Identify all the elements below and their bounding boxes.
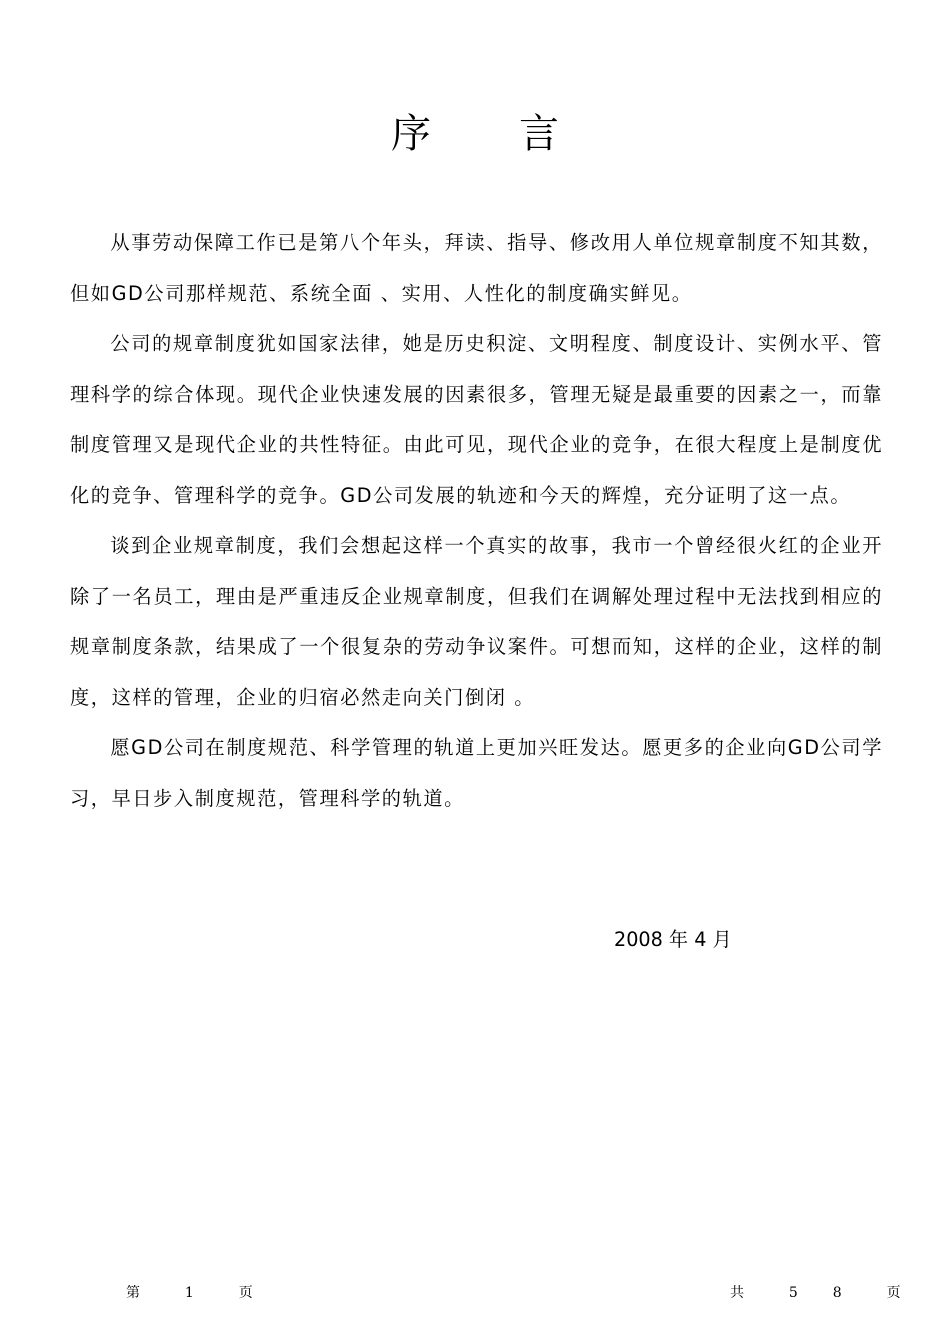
paragraph-2: 公司的规章制度犹如国家法律，她是历史积淀、文明程度、制度设计、实例水平、管理科学的综合体现。现代企业快速发展的因素很多，管理无疑是最重要的因素之一，而靠制度管理又是现代企业的共性特征。由此可见，现代企业的竞争，在很大程度上是制度优化的竞争、管理科学的竞争。GD公司发展的轨迹和今天的辉煌，充分证明了这一点。 <box>70 332 883 507</box>
footer-page-number <box>126 1282 253 1302</box>
paragraph-4: 愿GD公司在制度规范、科学管理的轨道上更加兴旺发达。愿更多的企业向GD公司学习，早日步入制度规范，管理科学的轨道。 <box>70 736 883 810</box>
footer-left-suffix: 页 <box>238 1285 253 1301</box>
footer-left-prefix: 第 <box>126 1285 140 1301</box>
paragraph-3: 谈到企业规章制度，我们会想起这样一个真实的故事，我市一个曾经很火红的企业开除了一名员工，理由是严重违反企业规章制度，但我们在调解处理过程中无法找到相应的规章制度条款，结果成了一个很复杂的劳动争议案件。可想而知，这样的企业，这样的制度，这样的管理，企业的归宿必然走向关门倒闭 。 <box>70 534 883 709</box>
body-text <box>70 218 883 824</box>
footer-right-suffix: 页 <box>886 1285 901 1301</box>
paragraph-1: 从事劳动保障工作已是第八个年头，拜读、指导、修改用人单位规章制度不知其数，但如GD公司那样规范、系统全面 、实用、人性化的制度确实鲜见。 <box>70 231 883 305</box>
page-title <box>0 102 950 159</box>
title-char-1: 序 <box>391 111 431 157</box>
footer-current-page: 1 <box>184 1285 194 1301</box>
footer-right-prefix: 共 <box>730 1285 744 1301</box>
footer-total-digit-2: 8 <box>832 1285 842 1301</box>
signature-date: 2008 年 4 月 <box>614 928 732 951</box>
footer-total-digit-1: 5 <box>788 1285 798 1301</box>
footer-total-pages <box>730 1282 901 1302</box>
title-char-2: 言 <box>519 111 559 157</box>
